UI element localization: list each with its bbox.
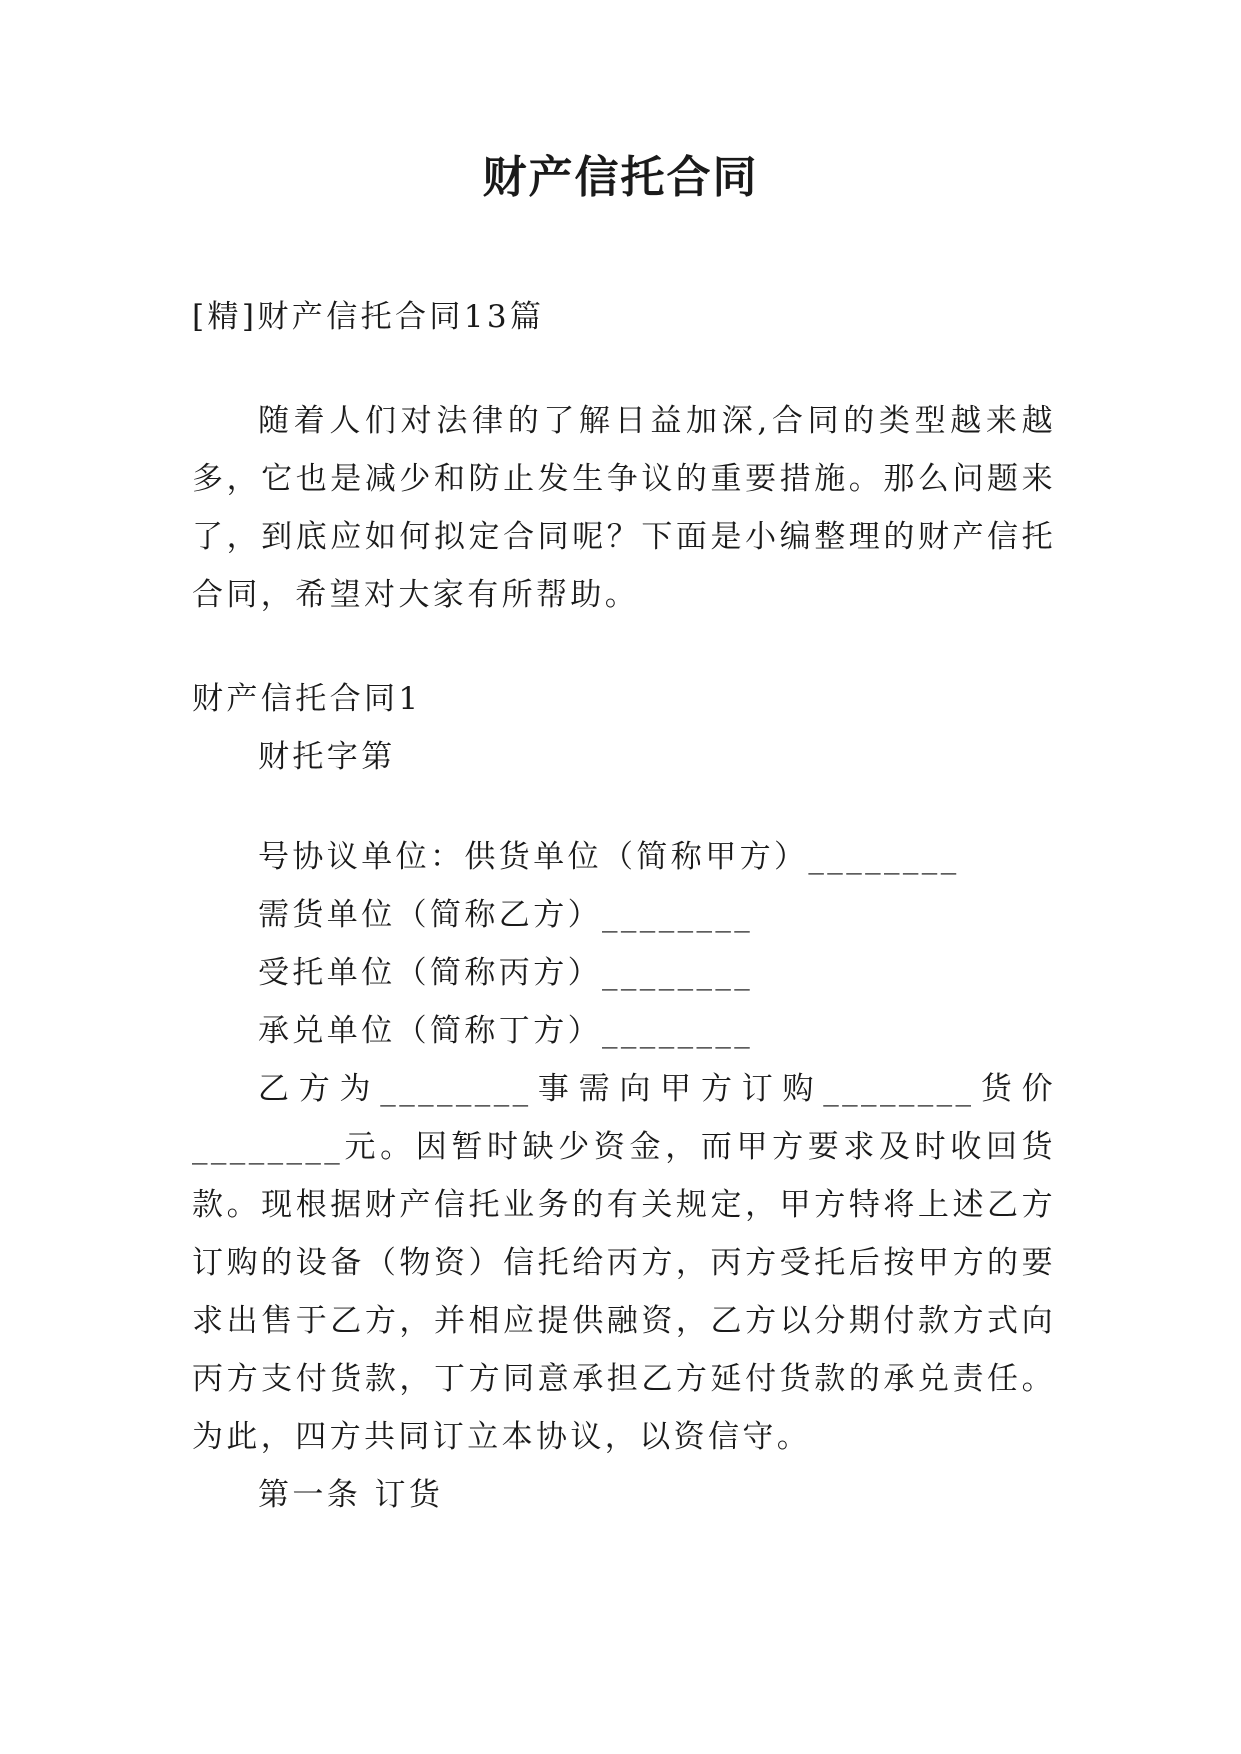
document-title: 财产信托合同 xyxy=(482,152,759,203)
document-body xyxy=(192,288,1056,1524)
party-acceptor: 承兑单位（简称丁方）________ xyxy=(258,1013,754,1049)
section-heading: 财产信托合同1 xyxy=(192,681,422,717)
document-subtitle: [精]财产信托合同13篇 xyxy=(192,299,545,335)
party-trustee: 受托单位（简称丙方）________ xyxy=(258,955,754,991)
intro-paragraph: 随着人们对法律的了解日益加深,合同的类型越来越多，它也是减少和防止发生争议的重要措施。那么问题来了，到底应如何拟定合同呢？下面是小编整理的财产信托合同，希望对大家有所帮助。 xyxy=(192,403,1056,613)
article-1-heading: 第一条 订货 xyxy=(258,1477,444,1513)
agreement-paragraph: 乙方为________事需向甲方订购________货价________元。因暂时缺少资金，而甲方要求及时收回货款。现根据财产信托业务的有关规定，甲方特将上述乙方订购的设备（物资）信托给丙方，丙方受托后按甲方的要求出售于乙方，并相应提供融资，乙方以分期付款方式向丙方支付货款，丁方同意承担乙方延付货款的承兑责任。为此，四方共同订立本协议，以资信守。 xyxy=(192,1071,1056,1455)
contract-number-label: 财托字第 xyxy=(258,739,396,775)
party-supplier: 号协议单位：供货单位（简称甲方）________ xyxy=(258,839,960,875)
party-buyer: 需货单位（简称乙方）________ xyxy=(258,897,754,933)
